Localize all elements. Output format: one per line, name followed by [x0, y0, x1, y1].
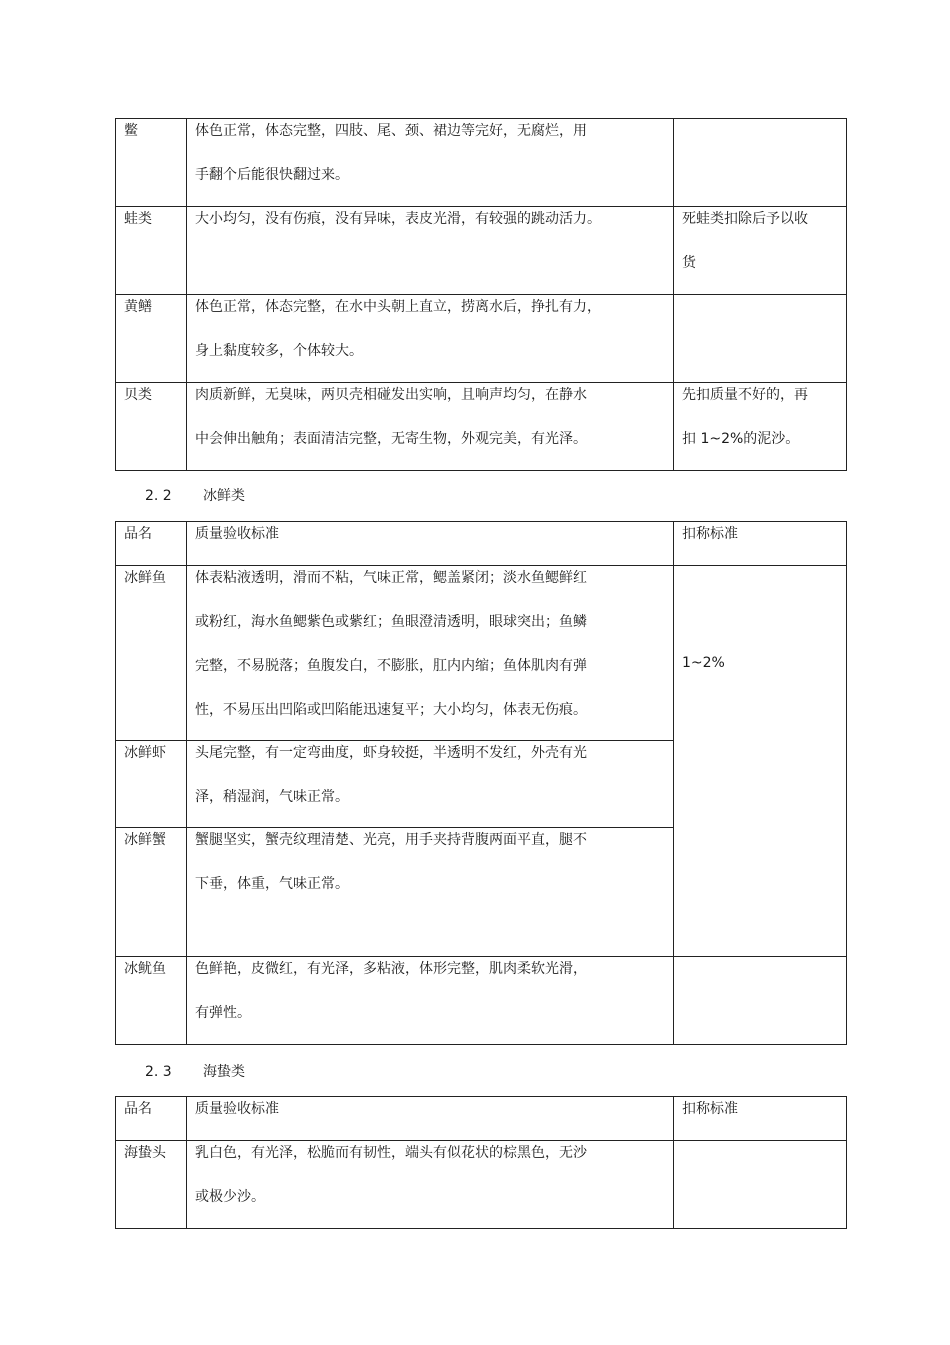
item-standard: 体色正常，体态完整，在水中头朝上直立，捞离水后，挣扎有力， 身上黏度较多，个体较大。: [195, 299, 601, 359]
item-name: 蛙类: [124, 211, 152, 227]
section-title: 冰鲜类: [203, 488, 245, 504]
table-chilled: [115, 521, 847, 1045]
item-standard: 乳白色，有光泽，松脆而有韧性，端头有似花状的棕黑色，无沙 或极少沙。: [195, 1145, 587, 1205]
table-row: [116, 1141, 847, 1229]
table-jellyfish: [115, 1096, 847, 1229]
header-standard: 质量验收标准: [195, 526, 279, 542]
item-name: 冰鱿鱼: [124, 961, 166, 977]
item-name: 海蛰头: [124, 1145, 166, 1161]
header-deduction: 扣称标准: [682, 526, 738, 542]
item-standard: 体色正常，体态完整，四肢、尾、颈、裙边等完好，无腐烂，用 手翻个后能很快翻过来。: [195, 123, 587, 183]
section-heading-chilled: [145, 486, 245, 506]
item-name: 冰鲜鱼: [124, 570, 166, 586]
header-standard: 质量验收标准: [195, 1101, 279, 1117]
item-standard: 色鲜艳，皮微红，有光泽，多粘液，体形完整，肌肉柔软光滑， 有弹性。: [195, 961, 587, 1021]
header-name: 品名: [124, 1101, 152, 1117]
item-standard: 头尾完整，有一定弯曲度，虾身较挺，半透明不发红，外壳有光 泽，稍湿润，气味正常。: [195, 745, 587, 805]
item-name: 冰鲜虾: [124, 745, 166, 761]
header-name: 品名: [124, 526, 152, 542]
table-row: [116, 295, 847, 383]
item-standard: 肉质新鲜，无臭味，两贝壳相碰发出实响，且响声均匀，在静水 中会伸出触角；表面清洁完整，无寄生物，外观完美，有光泽。: [195, 387, 587, 447]
table-live-aquatic: [115, 118, 847, 471]
table-row: [116, 383, 847, 471]
item-name: 鳖: [124, 123, 138, 139]
item-name: 贝类: [124, 387, 152, 403]
item-standard: 体表粘液透明，滑而不粘，气味正常，鳃盖紧闭；淡水鱼鳃鲜红 或粉红，海水鱼鳃紫色或紫红；鱼眼澄清透明，眼球突出；鱼鳞 完整，不易脱落；鱼腹发白，不膨胀，肛内内缩；鱼体肌肉有弹 性，不易压出凹陷或凹陷能迅速复平；大小均匀，体表无伤痕。: [195, 570, 587, 718]
item-standard: 大小均匀，没有伤痕，没有异味，表皮光滑，有较强的跳动活力。: [195, 211, 601, 227]
table-row: [116, 957, 847, 1045]
table-row: [116, 566, 847, 741]
item-name: 冰鲜蟹: [124, 832, 166, 848]
item-standard: 蟹腿坚实，蟹壳纹理清楚、光亮，用手夹持背腹两面平直，腿不 下垂，体重，气味正常。: [195, 832, 587, 892]
section-title: 海蛰类: [203, 1064, 245, 1080]
section-number: 2. 2: [145, 488, 172, 504]
item-deduction: 先扣质量不好的，再 扣 1~2%的泥沙。: [682, 387, 808, 447]
section-heading-jellyfish: [145, 1062, 245, 1082]
table-row: [116, 119, 847, 207]
header-deduction: 扣称标准: [682, 1101, 738, 1117]
section-number: 2. 3: [145, 1064, 172, 1080]
item-name: 黄鳝: [124, 299, 152, 315]
item-deduction-merged: 1~2%: [682, 655, 725, 671]
table-row: [116, 207, 847, 295]
item-deduction: 死蛙类扣除后予以收 货: [682, 211, 808, 271]
